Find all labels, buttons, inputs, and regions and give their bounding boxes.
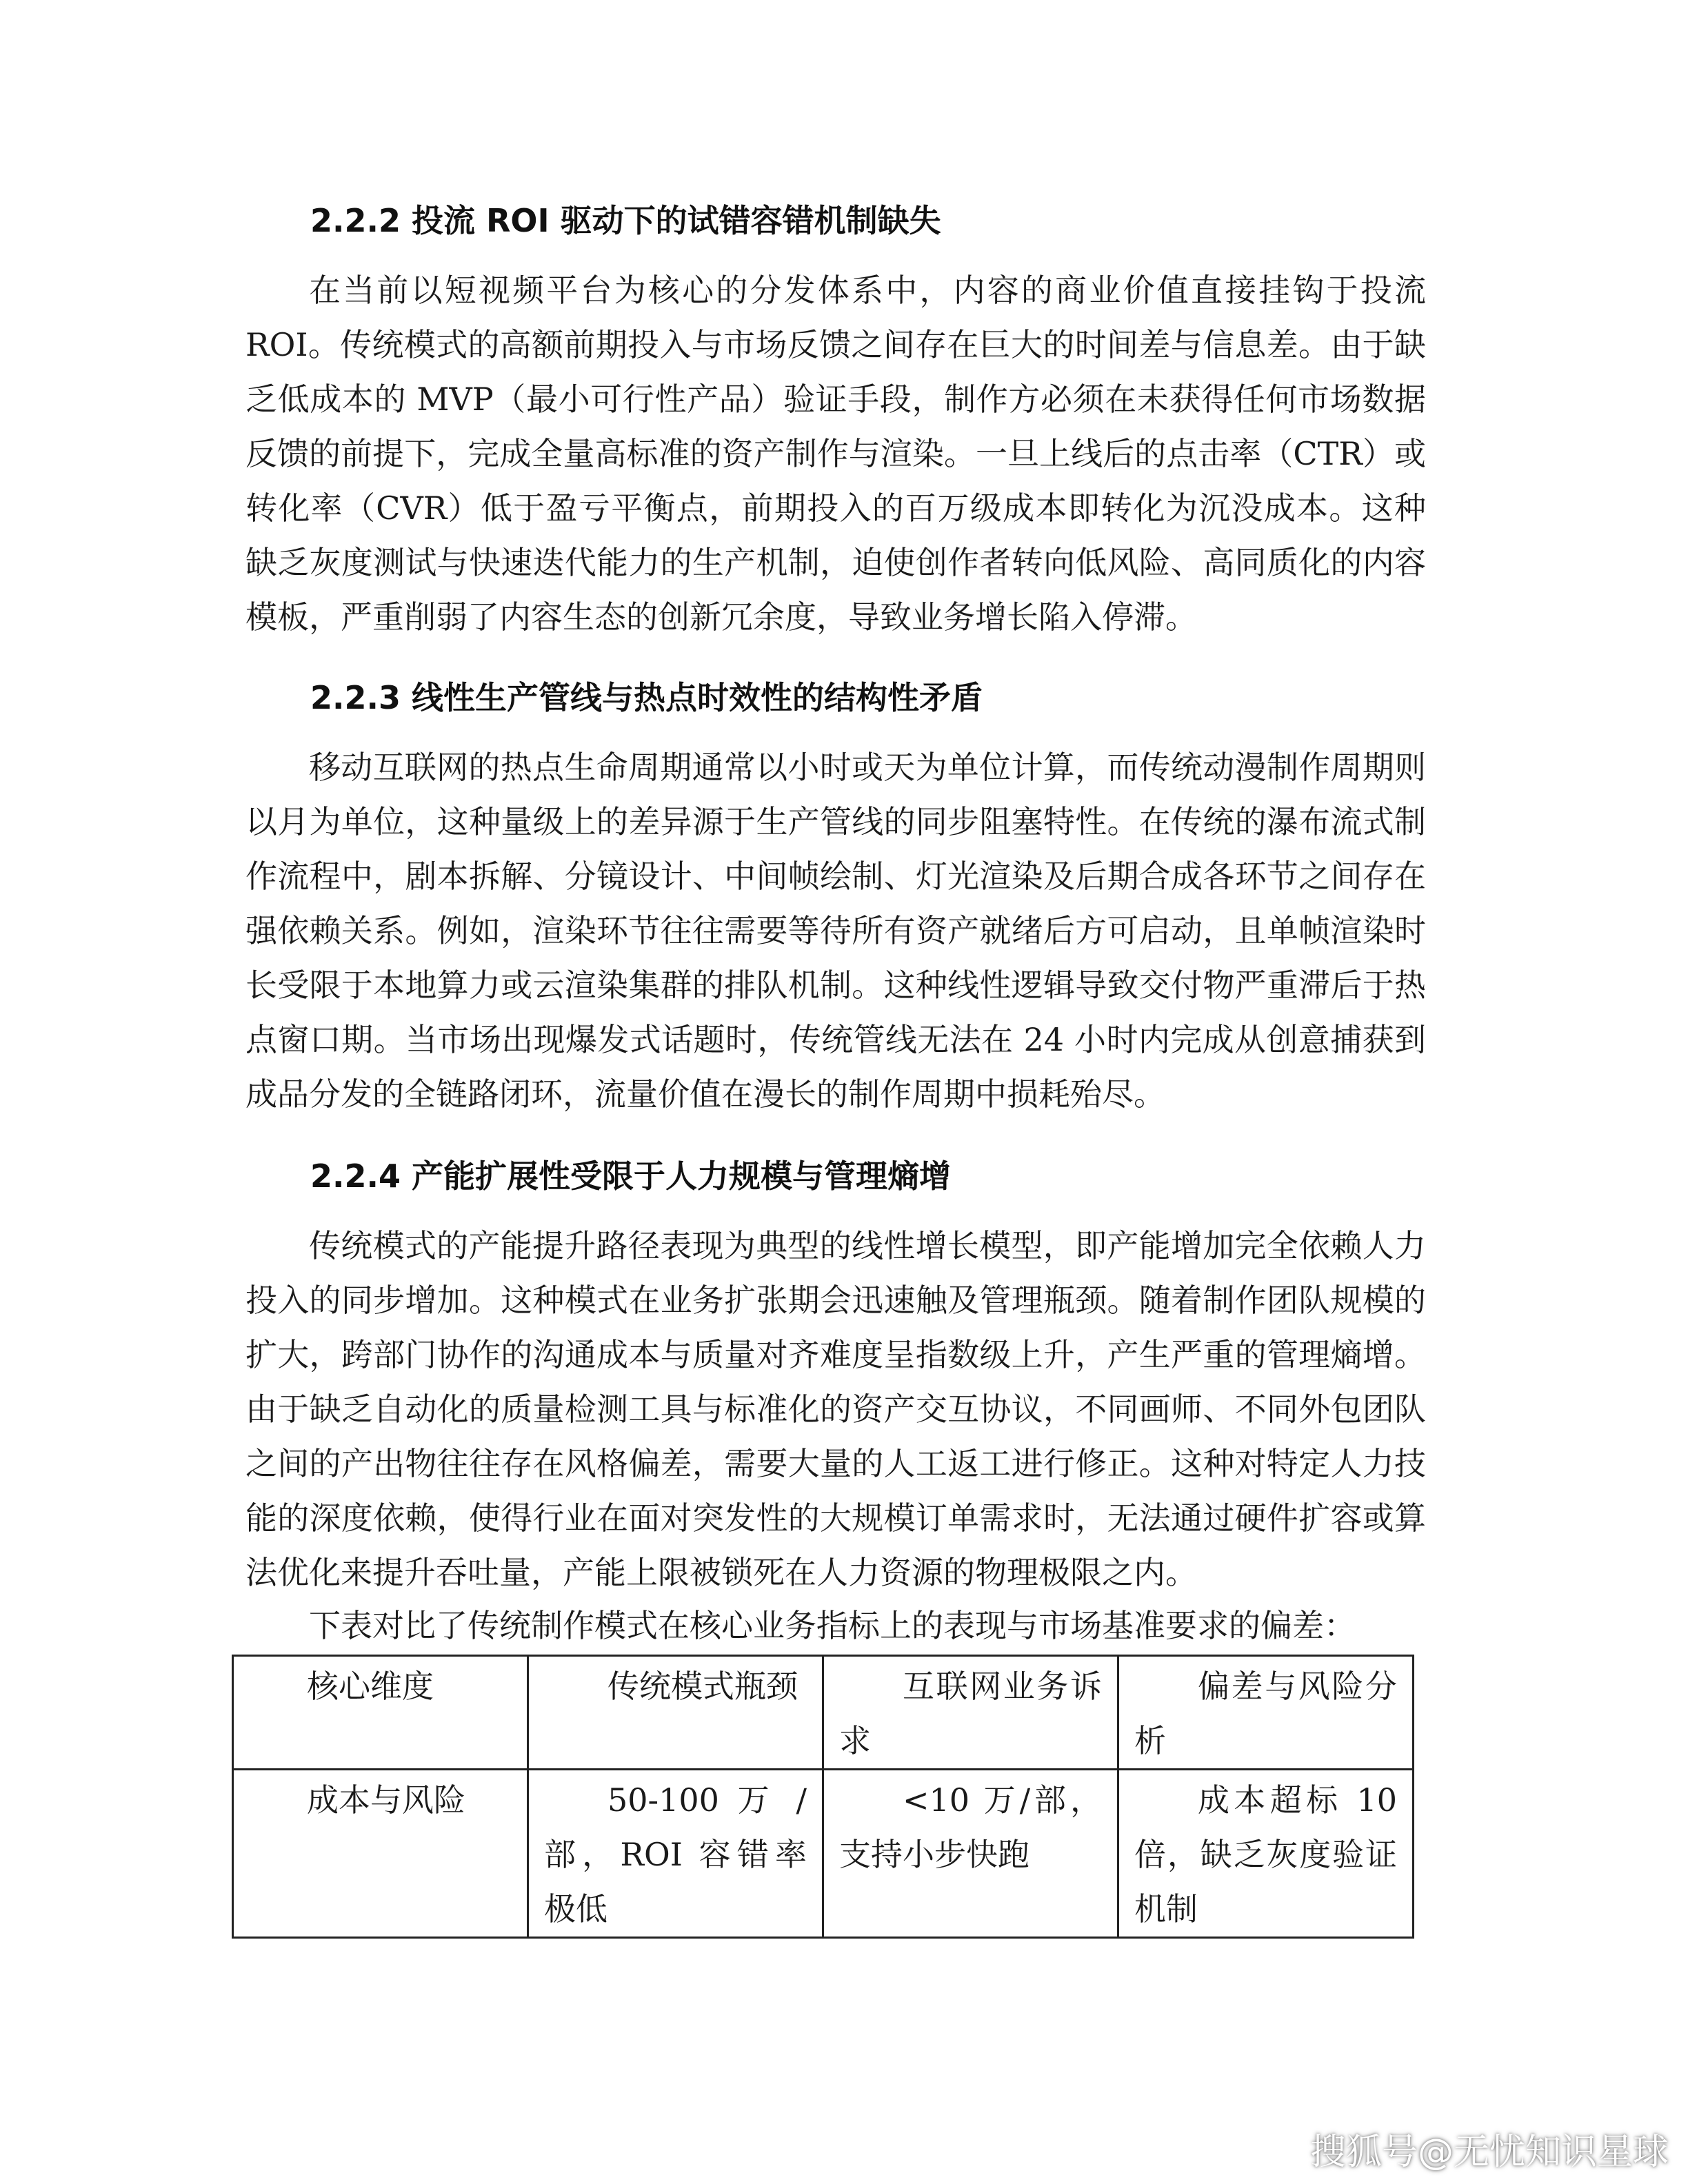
table-header-row xyxy=(233,1656,1414,1770)
table-cell: 50-100 万 / 部，ROI 容错率极低 xyxy=(528,1770,823,1938)
section-heading-2-2-3: 2.2.3 线性生产管线与热点时效性的结构性矛盾 xyxy=(310,679,983,716)
table-cell: 成本与风险 xyxy=(233,1770,528,1938)
section-heading-2-2-2: 2.2.2 投流 ROI 驱动下的试错容错机制缺失 xyxy=(310,202,941,239)
table-header-cell: 传统模式瓶颈 xyxy=(528,1656,823,1770)
table-caption: 下表对比了传统制作模式在核心业务指标上的表现与市场基准要求的偏差： xyxy=(309,1607,1356,1644)
table-header-cell: 偏差与风险分析 xyxy=(1118,1656,1414,1770)
table-header-cell: 核心维度 xyxy=(233,1656,528,1770)
section-body-2-2-3: 移动互联网的热点生命周期通常以小时或天为单位计算，而传统动漫制作周期则以月为单位，这种量级上的差异源于生产管线的同步阻塞特性。在传统的瀑布流式制作流程中，剧本拆解、分镜设计、中间帧绘制、灯光渲染及后期合成各环节之间存在强依赖关系。例如，渲染环节往往需要等待所有资产就绪后方可启动，且单帧渲染时长受限于本地算力或云渲染集群的排队机制。这种线性逻辑导致交付物严重滞后于热点窗口期。当市场出现爆发式话题时，传统管线无法在 24 小时内完成从创意捕获到成品分发的全链路闭环，流量价值在漫长的制作周期中损耗殆尽。 xyxy=(245,749,1426,1113)
comparison-table xyxy=(232,1655,1414,1939)
section-heading-2-2-4: 2.2.4 产能扩展性受限于人力规模与管理熵增 xyxy=(310,1157,951,1195)
section-body-2-2-2: 在当前以短视频平台为核心的分发体系中，内容的商业价值直接挂钩于投流ROI。传统模式的高额前期投入与市场反馈之间存在巨大的时间差与信息差。由于缺乏低成本的 MVP（最小可行性产品）验证手段，制作方必须在未获得任何市场数据反馈的前提下，完成全量高标准的资产制作与渲染。一旦上线后的点击率（CTR）或转化率（CVR）低于盈亏平衡点，前期投入的百万级成本即转化为沉没成本。这种缺乏灰度测试与快速迭代能力的生产机制，迫使创作者转向低风险、高同质化的内容模板，严重削弱了内容生态的创新冗余度，导致业务增长陷入停滞。 xyxy=(245,272,1426,636)
section-body-2-2-4: 传统模式的产能提升路径表现为典型的线性增长模型，即产能增加完全依赖人力投入的同步增加。这种模式在业务扩张期会迅速触及管理瓶颈。随着制作团队规模的扩大，跨部门协作的沟通成本与质量对齐难度呈指数级上升，产生严重的管理熵增。由于缺乏自动化的质量检测工具与标准化的资产交互协议，不同画师、不同外包团队之间的产出物往往存在风格偏差，需要大量的人工返工进行修正。这种对特定人力技能的深度依赖，使得行业在面对突发性的大规模订单需求时，无法通过硬件扩容或算法优化来提升吞吐量，产能上限被锁死在人力资源的物理极限之内。 xyxy=(245,1227,1426,1591)
table-row xyxy=(233,1770,1414,1938)
watermark: 搜狐号@无忧知识星球 xyxy=(1309,2132,1669,2173)
table-cell: <10 万/部，支持小步快跑 xyxy=(823,1770,1118,1938)
table-cell: 成本超标 10 倍，缺乏灰度验证机制 xyxy=(1118,1770,1414,1938)
table-header-cell: 互联网业务诉求 xyxy=(823,1656,1118,1770)
